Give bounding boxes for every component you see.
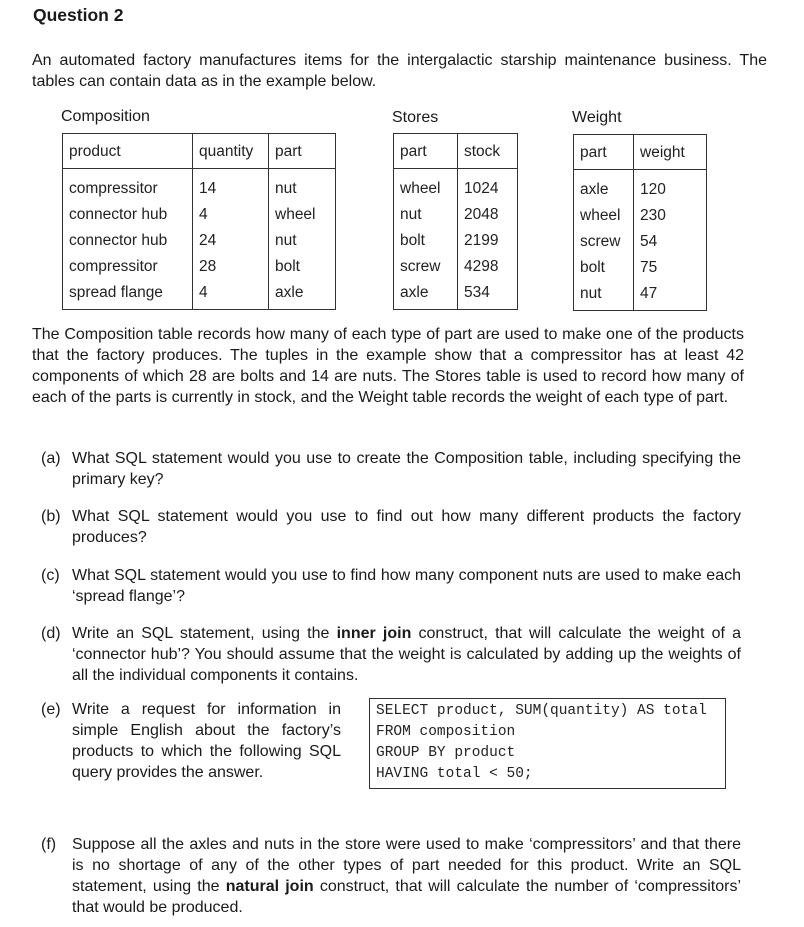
intro-paragraph: An automated factory manufactures items for the intergalactic starship maintenance business. The tables can contain data as in the example below.: [32, 52, 767, 90]
part-text: [72, 834, 741, 918]
question-part-e: [41, 699, 341, 783]
part-label: (a): [41, 450, 61, 467]
table-cell: wheel: [400, 179, 441, 197]
bold-term: natural join: [225, 878, 314, 895]
sql-line: SELECT product, SUM(quantity) AS total: [376, 703, 707, 719]
table-cell: axle: [269, 279, 336, 310]
sql-line: GROUP BY product: [376, 745, 516, 761]
part-text: What SQL statement would you use to find out how many different products the factory produces?: [72, 508, 741, 546]
table-row: [574, 202, 707, 228]
table-header-row: [63, 134, 336, 169]
question-part-a: [41, 448, 741, 490]
column-header: product: [63, 134, 193, 169]
table-row: [394, 253, 518, 279]
table-cell: nut: [580, 284, 602, 302]
table-cell: spread flange: [69, 283, 163, 301]
column-header: part: [394, 134, 458, 169]
column-header: quantity: [193, 134, 269, 169]
column-header: weight: [634, 135, 707, 170]
sql-line: HAVING total < 50;: [376, 766, 533, 782]
table-cell: compressitor: [69, 179, 158, 197]
table-cell: nut: [400, 205, 422, 223]
table-cell: 230: [634, 202, 707, 228]
sql-query-box: [369, 698, 726, 789]
table-cell: axle: [400, 283, 429, 301]
table-cell: nut: [269, 169, 336, 202]
column-header: part: [574, 135, 634, 170]
table-cell: bolt: [269, 253, 336, 279]
table-cell: 4298: [458, 253, 518, 279]
part-label: (d): [41, 625, 61, 642]
part-label: (e): [41, 701, 61, 718]
part-text-after: construct, that will calculate the number of ‘compressitors’ that would be produced.: [72, 878, 742, 916]
weight-table: [573, 134, 707, 311]
part-text: Write a request for information in simple English about the factory’s products to which the following SQL query provides the answer.: [72, 701, 341, 781]
stores-table-label: Stores: [392, 109, 439, 126]
part-label: (f): [41, 836, 57, 853]
table-row: [394, 227, 518, 253]
table-row: [574, 254, 707, 280]
table-cell: connector hub: [69, 205, 168, 223]
table-header-row: [394, 134, 518, 169]
table-cell: 24: [193, 227, 269, 253]
description-paragraph: The Composition table records how many of each type of part are used to make one of the products that the factory produces. The tuples in the example show that a compressitor has at least 42 components of which 28 are bolts and 14 are nuts. The Stores table is used to record how many of each of the parts is currently in stock, and the Weight table records the weight of each type of part.: [32, 326, 744, 406]
part-text-before: Write an SQL statement, using the: [72, 625, 337, 642]
part-text: [72, 623, 741, 686]
table-cell: 4: [193, 279, 269, 310]
table-row: [394, 169, 518, 202]
table-cell: 4: [193, 201, 269, 227]
table-cell: connector hub: [69, 231, 168, 249]
table-cell: bolt: [400, 231, 425, 249]
part-text-after: construct, that will calculate the weight of a ‘connector hub’? You should assume that the weight is calculated by adding up the weights of all the individual components it contains.: [72, 625, 742, 684]
table-row: [63, 279, 336, 310]
table-row: [63, 227, 336, 253]
table-header-row: [574, 135, 707, 170]
part-text: What SQL statement would you use to find how many component nuts are used to make each ‘spread flange’?: [72, 567, 741, 605]
stores-table: [393, 133, 518, 310]
table-row: [394, 279, 518, 310]
table-row: [574, 170, 707, 203]
column-header: part: [269, 134, 336, 169]
question-part-b: [41, 506, 741, 548]
table-row: [574, 228, 707, 254]
table-cell: compressitor: [69, 257, 158, 275]
table-cell: 1024: [458, 169, 518, 202]
table-cell: nut: [269, 227, 336, 253]
table-row: [574, 280, 707, 311]
table-row: [63, 169, 336, 202]
question-part-f: [41, 834, 741, 918]
part-label: (c): [41, 567, 60, 584]
table-cell: bolt: [580, 258, 605, 276]
part-text: What SQL statement would you use to create the Composition table, including specifying the primary key?: [72, 450, 741, 488]
table-cell: screw: [400, 257, 441, 275]
part-label: (b): [41, 508, 61, 525]
question-title: Question 2: [33, 5, 124, 25]
bold-term: inner join: [336, 625, 412, 642]
weight-table-label: Weight: [572, 109, 622, 126]
table-cell: 534: [458, 279, 518, 310]
table-cell: 47: [634, 280, 707, 311]
column-header: stock: [458, 134, 518, 169]
table-cell: screw: [580, 232, 621, 250]
question-part-c: [41, 565, 741, 607]
table-cell: 2199: [458, 227, 518, 253]
table-cell: wheel: [269, 201, 336, 227]
table-cell: 120: [634, 170, 707, 203]
table-cell: axle: [580, 180, 609, 198]
table-cell: 14: [193, 169, 269, 202]
table-row: [63, 201, 336, 227]
table-cell: 75: [634, 254, 707, 280]
part-text-before: Suppose all the axles and nuts in the store were used to make ‘compressitors’ and that there is no shortage of any of the other types of part needed for this product. Write an SQL statement, using the: [72, 836, 741, 895]
table-cell: 2048: [458, 201, 518, 227]
sql-line: FROM composition: [376, 724, 516, 740]
table-row: [394, 201, 518, 227]
composition-table: [62, 133, 336, 310]
question-part-d: [41, 623, 741, 686]
table-cell: wheel: [580, 206, 621, 224]
table-cell: 28: [193, 253, 269, 279]
composition-table-label: Composition: [61, 108, 150, 125]
table-cell: 54: [634, 228, 707, 254]
table-row: [63, 253, 336, 279]
